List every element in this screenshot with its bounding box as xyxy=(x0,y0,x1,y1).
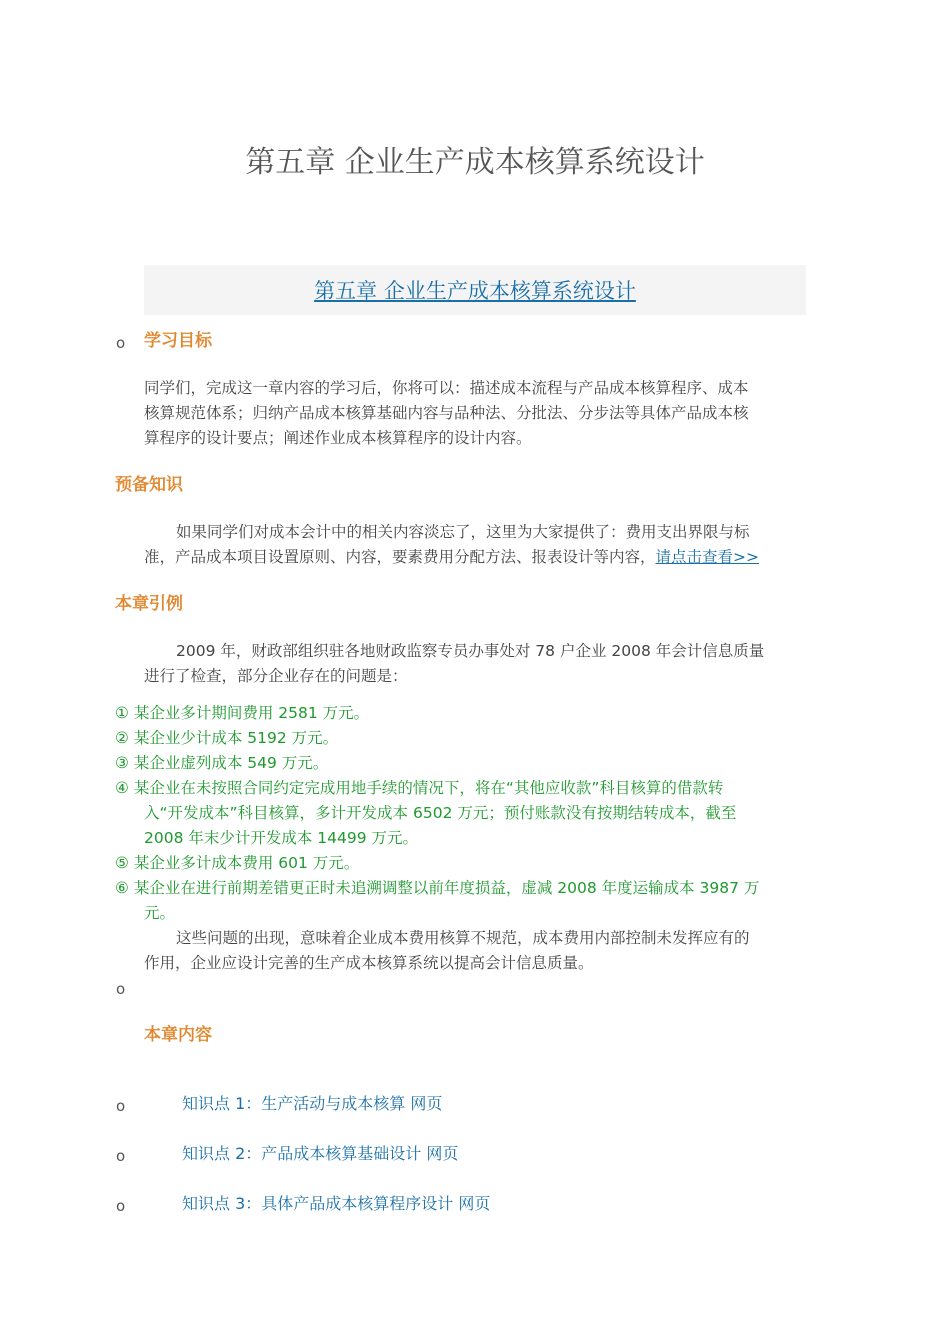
chapter-title-link[interactable]: 第五章 企业生产成本核算系统设计 xyxy=(314,279,636,303)
intro-line: 进行了检查，部分企业存在的问题是： xyxy=(144,667,408,685)
knowledge-point-link[interactable]: 知识点 2：产品成本核算基础设计 网页 xyxy=(182,1144,459,1163)
intro-line: 2009 年，财政部组织驻各地财政监察专员办事处对 78 户企业 2008 年会计信息质量 xyxy=(176,642,765,660)
objectives-line: 同学们，完成这一章内容的学习后，你将可以：描述成本流程与产品成本核算程序、成本 xyxy=(144,379,749,397)
objectives-line: 算程序的设计要点；阐述作业成本核算程序的设计内容。 xyxy=(144,429,532,447)
view-details-link[interactable]: 请点击查看>> xyxy=(655,548,759,566)
list-bullet: o xyxy=(116,334,126,352)
problem-item: ③ 某企业虚列成本 549 万元。 xyxy=(115,754,329,772)
conclusion-line: 这些问题的出现，意味着企业成本费用核算不规范，成本费用内部控制未发挥应有的 xyxy=(176,929,750,947)
problem-item: ⑥ 某企业在进行前期差错更正时未追溯调整以前年度损益，虚减 2008 年度运输成本 3987 万 xyxy=(115,879,760,897)
problem-item-continued: 2008 年末少计开发成本 14499 万元。 xyxy=(144,829,419,847)
list-bullet: o xyxy=(116,1197,126,1215)
problem-item: ① 某企业多计期间费用 2581 万元。 xyxy=(115,704,370,722)
list-bullet: o xyxy=(116,1147,126,1165)
prereq-line-text: 准，产品成本项目设置原则、内容，要素费用分配方法、报表设计等内容， xyxy=(144,548,656,566)
knowledge-point-link[interactable]: 知识点 3：具体产品成本核算程序设计 网页 xyxy=(182,1194,491,1213)
problem-item-continued: 入“开发成本”科目核算，多计开发成本 6502 万元；预付账款没有按期结转成本，截至 xyxy=(144,804,737,822)
content-heading: 本章内容 xyxy=(144,1025,212,1045)
intro-heading: 本章引例 xyxy=(115,594,183,614)
prereq-heading: 预备知识 xyxy=(115,475,183,495)
objectives-line: 核算规范体系；归纳产品成本核算基础内容与品种法、分批法、分步法等具体产品成本核 xyxy=(144,404,749,422)
page-title: 第五章 企业生产成本核算系统设计 xyxy=(245,145,705,180)
knowledge-point-link[interactable]: 知识点 1：生产活动与成本核算 网页 xyxy=(182,1094,443,1113)
prereq-line-with-link xyxy=(144,545,759,570)
list-bullet: o xyxy=(116,980,126,998)
prereq-line: 如果同学们对成本会计中的相关内容淡忘了，这里为大家提供了：费用支出界限与标 xyxy=(176,523,750,541)
problem-item: ② 某企业少计成本 5192 万元。 xyxy=(115,729,339,747)
problem-item: ⑤ 某企业多计成本费用 601 万元。 xyxy=(115,854,360,872)
list-bullet: o xyxy=(116,1097,126,1115)
objectives-heading: 学习目标 xyxy=(144,331,212,351)
problem-item: ④ 某企业在未按照合同约定完成用地手续的情况下，将在“其他应收款”科目核算的借款转 xyxy=(115,779,724,797)
problem-item-continued: 元。 xyxy=(144,904,176,922)
conclusion-line: 作用，企业应设计完善的生产成本核算系统以提高会计信息质量。 xyxy=(144,954,594,972)
